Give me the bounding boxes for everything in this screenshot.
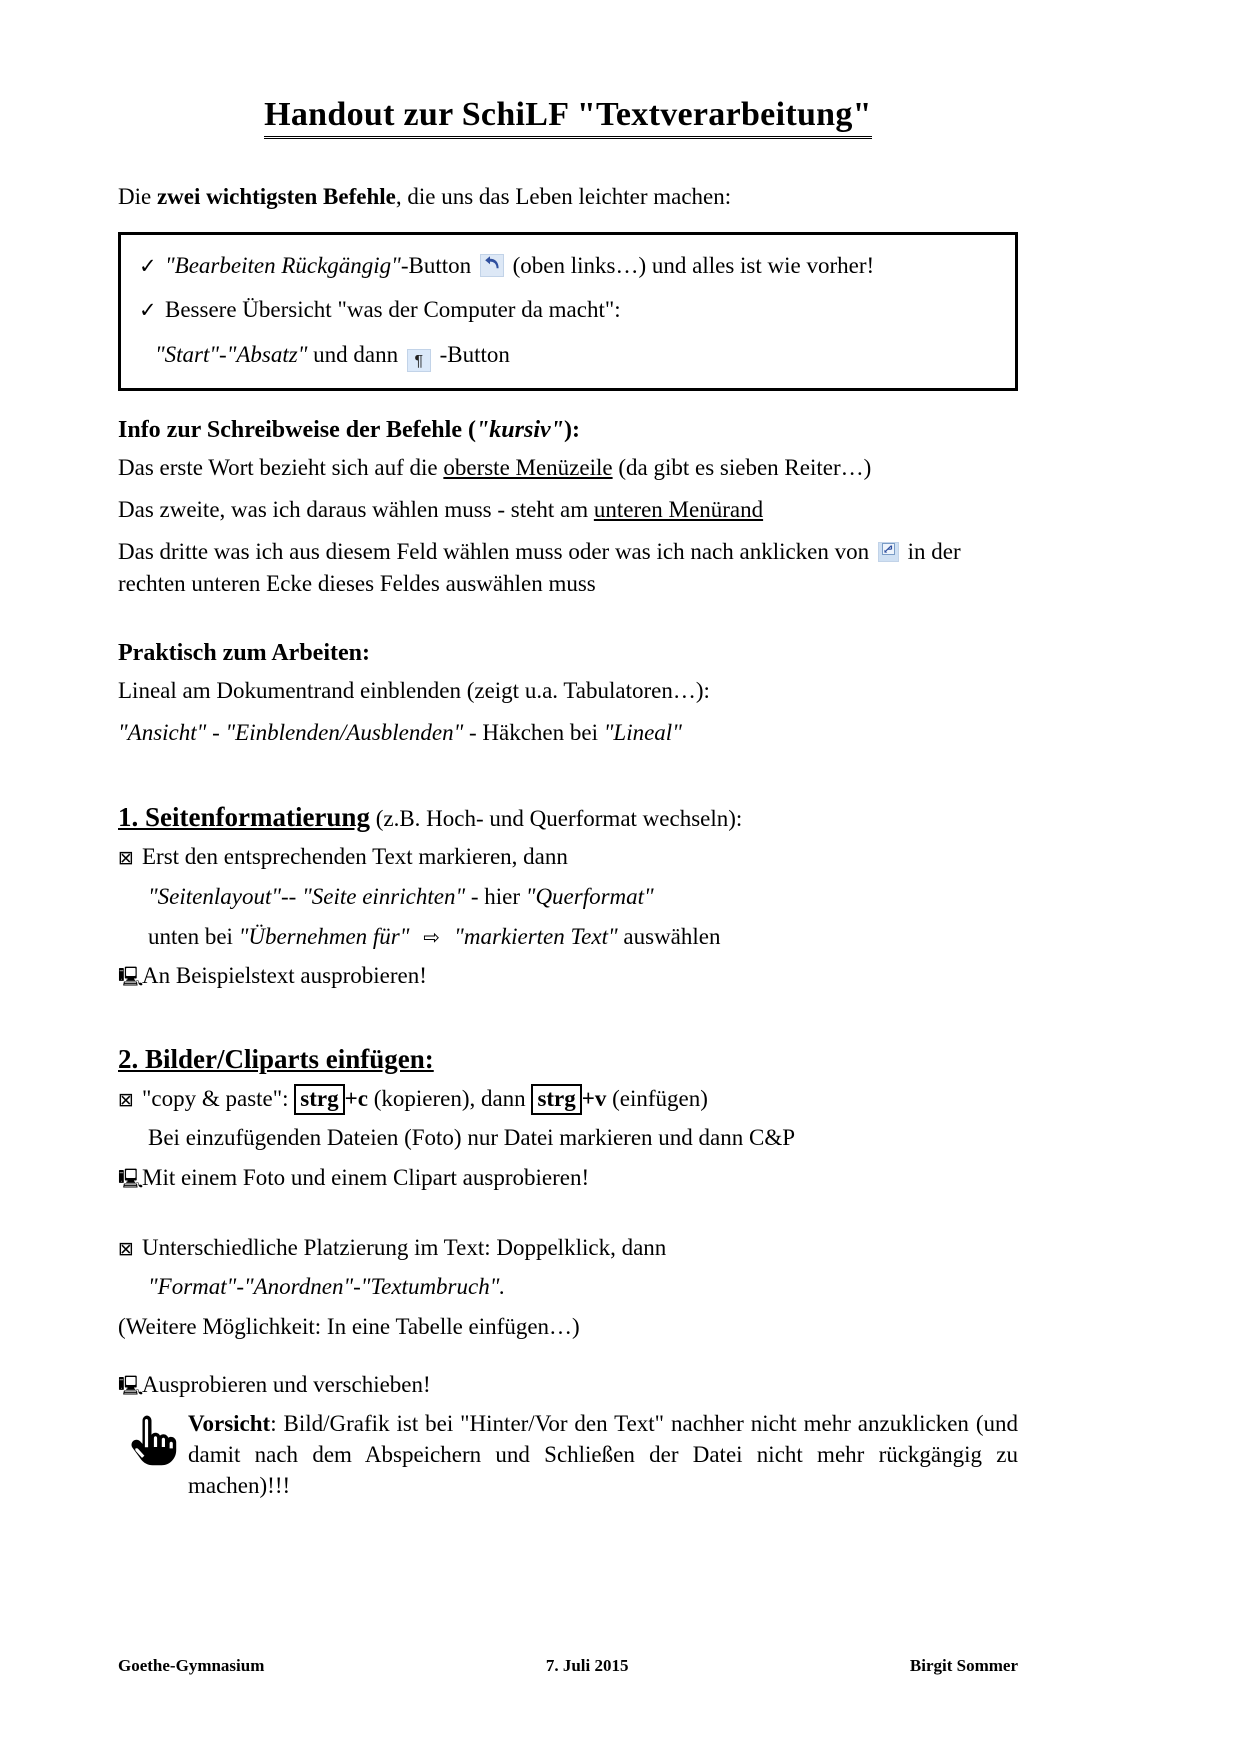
start-absatz-command: "Start"-"Absatz" — [155, 341, 308, 367]
intro-after: , die uns das Leben leichter machen: — [395, 184, 732, 210]
section-2-item-3-text: Unterschiedliche Platzierung im Text: Doppelklick, dann — [142, 1234, 667, 1260]
section-2-sub-2 — [118, 1271, 1018, 1304]
info-line-1-after: (da gibt es sieben Reiter…) — [612, 455, 872, 481]
uebernehmen-fuer-command: "Übernehmen für" — [238, 923, 410, 949]
section-1-subtitle: (z.B. Hoch- und Querformat wechseln): — [369, 806, 743, 832]
footer-date: 7. Juli 2015 — [545, 1656, 629, 1675]
section-1-sub-1-sep-1: -- — [281, 883, 303, 909]
boxed-x-bullet-icon: ⊠ — [118, 1237, 134, 1260]
key-strg-2: strg — [531, 1084, 581, 1115]
box-line-pilcrow — [139, 338, 997, 373]
copy-paste-mid: (kopieren), dann — [367, 1085, 532, 1111]
page-title-text: Handout zur SchiLF "Textverarbeitung" — [264, 95, 872, 139]
footer-author: Birgit Sommer — [909, 1656, 1018, 1675]
boxed-x-bullet-icon: ⊠ — [118, 1088, 134, 1111]
undo-icon — [480, 254, 504, 277]
section-1-title: 1. Seitenformatierung — [118, 802, 370, 833]
section-1-sub-2 — [118, 921, 1018, 954]
key-plus-c: +c — [344, 1085, 368, 1111]
section-2-item-4 — [118, 1369, 1018, 1402]
info-line-3-before: Das dritte was ich aus diesem Feld wählen muss oder was ich nach anklicken von — [118, 538, 875, 564]
section-1-heading — [118, 802, 1018, 833]
warning-bold-label: Vorsicht — [188, 1411, 271, 1437]
format-anordnen-command: "Format"-"Anordnen"-"Textumbruch". — [148, 1274, 506, 1300]
pointing-hand-icon — [126, 1409, 188, 1472]
info-heading-italic: "kursiv" — [475, 417, 564, 444]
section-1-item-1-text: Erst den entsprechenden Text markieren, dann — [142, 844, 568, 870]
einblenden-command: "Einblenden/Ausblenden" — [225, 719, 464, 745]
info-heading — [118, 417, 1018, 444]
key-plus-v: +v — [581, 1085, 607, 1111]
section-2-item-2 — [118, 1162, 1018, 1195]
warning-body-text: : Bild/Grafik ist bei "Hinter/Vor den Text" nachher nicht mehr anzuklicken (und damit nach dem Abspeichern und Schließen der Datei nicht mehr rückgängig zu machen)!!! — [188, 1411, 1018, 1499]
section-2-heading — [118, 1044, 1018, 1075]
undo-command-suffix: -Button — [400, 252, 472, 278]
checkmark-icon: ✓ — [139, 298, 157, 323]
ansicht-command: "Ansicht" — [118, 719, 207, 745]
seitenlayout-command: "Seitenlayout" — [148, 883, 282, 909]
document-content — [118, 95, 1018, 1502]
box-line-overview — [139, 293, 997, 328]
info-line-1 — [118, 452, 1018, 485]
warning-text — [188, 1409, 1018, 1501]
undo-line-tail: (oben links…) und alles ist wie vorher! — [512, 252, 875, 278]
page-footer — [118, 1656, 1018, 1676]
computer-bullet-icon: 🖳 — [118, 1168, 144, 1191]
section-1-sub-1-sep-2: - hier — [465, 883, 526, 909]
praktisch-line-2 — [118, 717, 1018, 750]
info-line-3-after: in der rechten unteren Ecke dieses Feldes auswählen muss — [118, 538, 961, 597]
highlight-box — [118, 232, 1018, 392]
info-heading-tail: ): — [563, 417, 580, 444]
praktisch-line-1: Lineal am Dokumentrand einblenden (zeigt u.a. Tabulatoren…): — [118, 677, 710, 703]
dialog-launcher-icon — [878, 542, 899, 562]
warning-block — [118, 1409, 1018, 1501]
section-2-weitere-line: (Weitere Möglichkeit: In eine Tabelle einfügen…) — [118, 1314, 580, 1340]
seite-einrichten-command: "Seite einrichten" — [302, 883, 466, 909]
pilcrow-icon: ¶ — [407, 349, 431, 372]
markierten-text-command: "markierten Text" — [454, 923, 618, 949]
querformat-command: "Querformat" — [525, 883, 654, 909]
intro-before: Die — [118, 184, 157, 210]
undo-command-italic: "Bearbeiten Rückgängig" — [165, 252, 401, 278]
section-1-sub-2-after: auswählen — [617, 923, 721, 949]
section-2-item-4-text: Ausprobieren und verschieben! — [142, 1371, 431, 1397]
info-line-2 — [118, 494, 1018, 527]
page-title — [118, 95, 1018, 139]
computer-bullet-icon: 🖳 — [118, 1374, 144, 1397]
section-2-item-3 — [118, 1232, 1018, 1265]
info-line-2-before: Das zweite, was ich daraus wählen muss - steht am — [118, 496, 594, 522]
section-1-item-2 — [118, 960, 1018, 993]
section-2-item-2-text: Mit einem Foto und einem Clipart ausprobieren! — [142, 1165, 590, 1191]
copy-paste-before: "copy & paste": — [142, 1085, 295, 1111]
section-2-item-1 — [118, 1083, 1018, 1116]
praktisch-sep-2: - Häkchen bei — [463, 719, 604, 745]
info-line-3 — [118, 536, 1018, 601]
praktisch-heading: Praktisch zum Arbeiten: — [118, 639, 370, 666]
info-line-1-underlined: oberste Menüzeile — [443, 455, 613, 481]
copy-paste-after: (einfügen) — [606, 1085, 708, 1111]
footer-school: Goethe-Gymnasium — [118, 1656, 265, 1675]
section-2-title: 2. Bilder/Cliparts einfügen: — [118, 1043, 434, 1074]
section-1-item-1 — [118, 841, 1018, 874]
boxed-x-bullet-icon: ⊠ — [118, 847, 134, 870]
key-strg-1: strg — [294, 1084, 344, 1115]
info-line-2-underlined: unteren Menürand — [593, 496, 764, 522]
box-line-undo — [139, 249, 997, 284]
pilcrow-line-middle: und dann — [313, 341, 399, 367]
computer-bullet-icon: 🖳 — [118, 966, 144, 989]
section-1-sub-1 — [118, 881, 1018, 914]
checkmark-icon: ✓ — [139, 253, 157, 278]
section-1-item-2-text: An Beispielstext ausprobieren! — [142, 963, 427, 989]
section-1-sub-2-before: unten bei — [148, 923, 239, 949]
section-2-sub-1: Bei einzufügenden Dateien (Foto) nur Datei markieren und dann C&P — [148, 1125, 796, 1151]
info-line-1-before: Das erste Wort bezieht sich auf die — [118, 455, 444, 481]
praktisch-sep-1: - — [206, 719, 226, 745]
right-arrow-icon: ⇨ — [423, 924, 441, 949]
pilcrow-line-tail: -Button — [439, 341, 510, 367]
intro-bold: zwei wichtigsten Befehle — [156, 184, 396, 210]
intro-paragraph — [118, 181, 1018, 214]
info-heading-bold: Info zur Schreibweise der Befehle ( — [118, 417, 476, 444]
overview-text: Bessere Übersicht "was der Computer da macht": — [165, 297, 621, 323]
lineal-command: "Lineal" — [603, 719, 682, 745]
